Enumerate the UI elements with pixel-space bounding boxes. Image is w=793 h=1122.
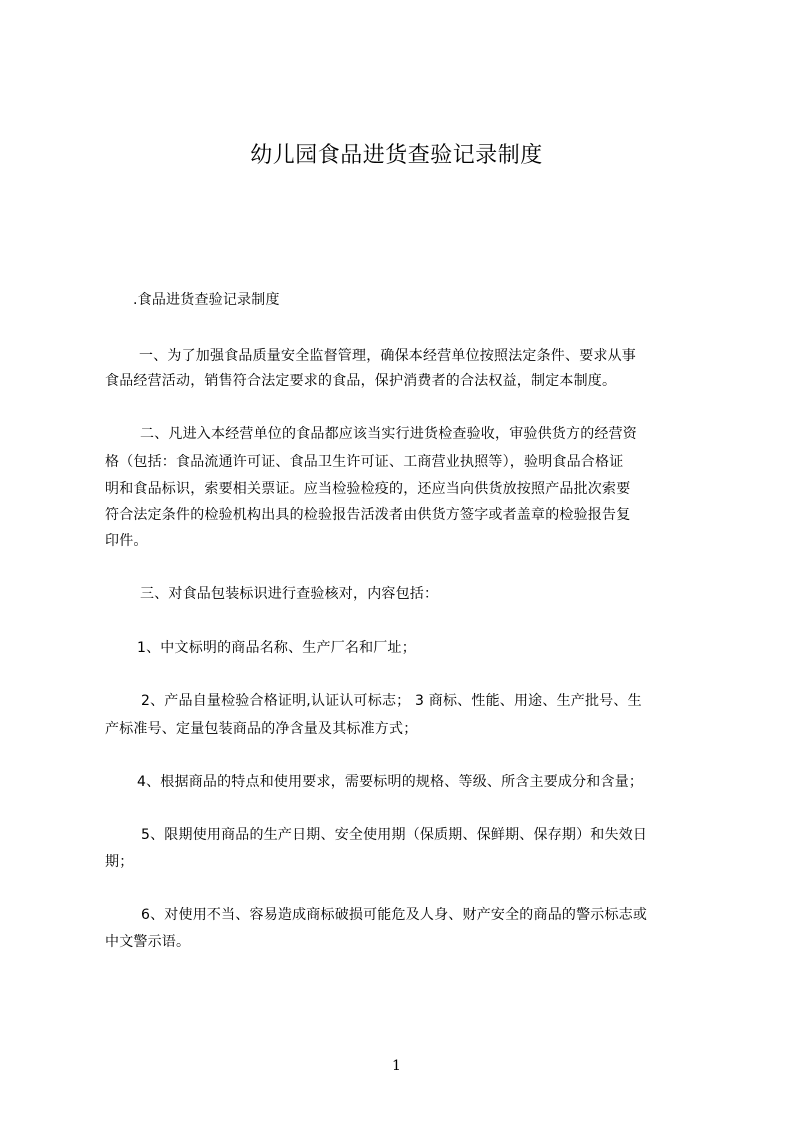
paragraph-line: 5、限期使用商品的生产日期、安全使用期（保质期、保鲜期、保存期）和失效日 [141,827,648,843]
paragraph-line: 三、对食品包装标识进行查验核对，内容包括： [140,586,439,602]
paragraph-line: 2、产品自量检验合格证明,认证认可标志； 3 商标、性能、用途、生产批号、生 [141,693,642,709]
paragraph-line: 符合法定条件的检验机构出具的检验报告活泼者由供货方签字或者盖章的检验报告复 [105,507,631,523]
paragraph-line: 产标准号、定量包装商品的净含量及其标准方式； [105,721,418,737]
paragraph-line: 二、凡进入本经营单位的食品都应该当实行进货检查验收，审验供货方的经营资 [140,426,637,442]
document-title: 幼儿园食品进货查验记录制度 [250,143,543,168]
paragraph-line: 一、为了加强食品质量安全监督管理，确保本经营单位按照法定条件、要求从事 [139,348,636,364]
paragraph-line: 1、中文标明的商品名称、生产厂名和厂址； [137,640,416,656]
paragraph-line: 6、对使用不当、容易造成商标破损可能危及人身、财产安全的商品的警示标志或 [141,907,648,923]
paragraph-line: 明和食品标识，索要相关票证。应当检验检疫的，还应当向供货放按照产品批次索要 [105,481,631,497]
paragraph-line: 格（包括：食品流通许可证、食品卫生许可证、工商营业执照等），验明食品合格证 [105,454,624,470]
paragraph-line: 期； [105,854,134,870]
paragraph-line: 4、根据商品的特点和使用要求，需要标明的规格、等级、所含主要成分和含量； [137,774,644,790]
page-number: 1 [392,1058,401,1074]
document-subtitle: .食品进货查验记录制度 [133,292,280,308]
paragraph-line: 食品经营活动，销售符合法定要求的食品，保护消费者的合法权益，制定本制度。 [105,373,617,389]
paragraph-line: 中文警示语。 [105,934,191,950]
paragraph-line: 印件。 [105,533,148,549]
